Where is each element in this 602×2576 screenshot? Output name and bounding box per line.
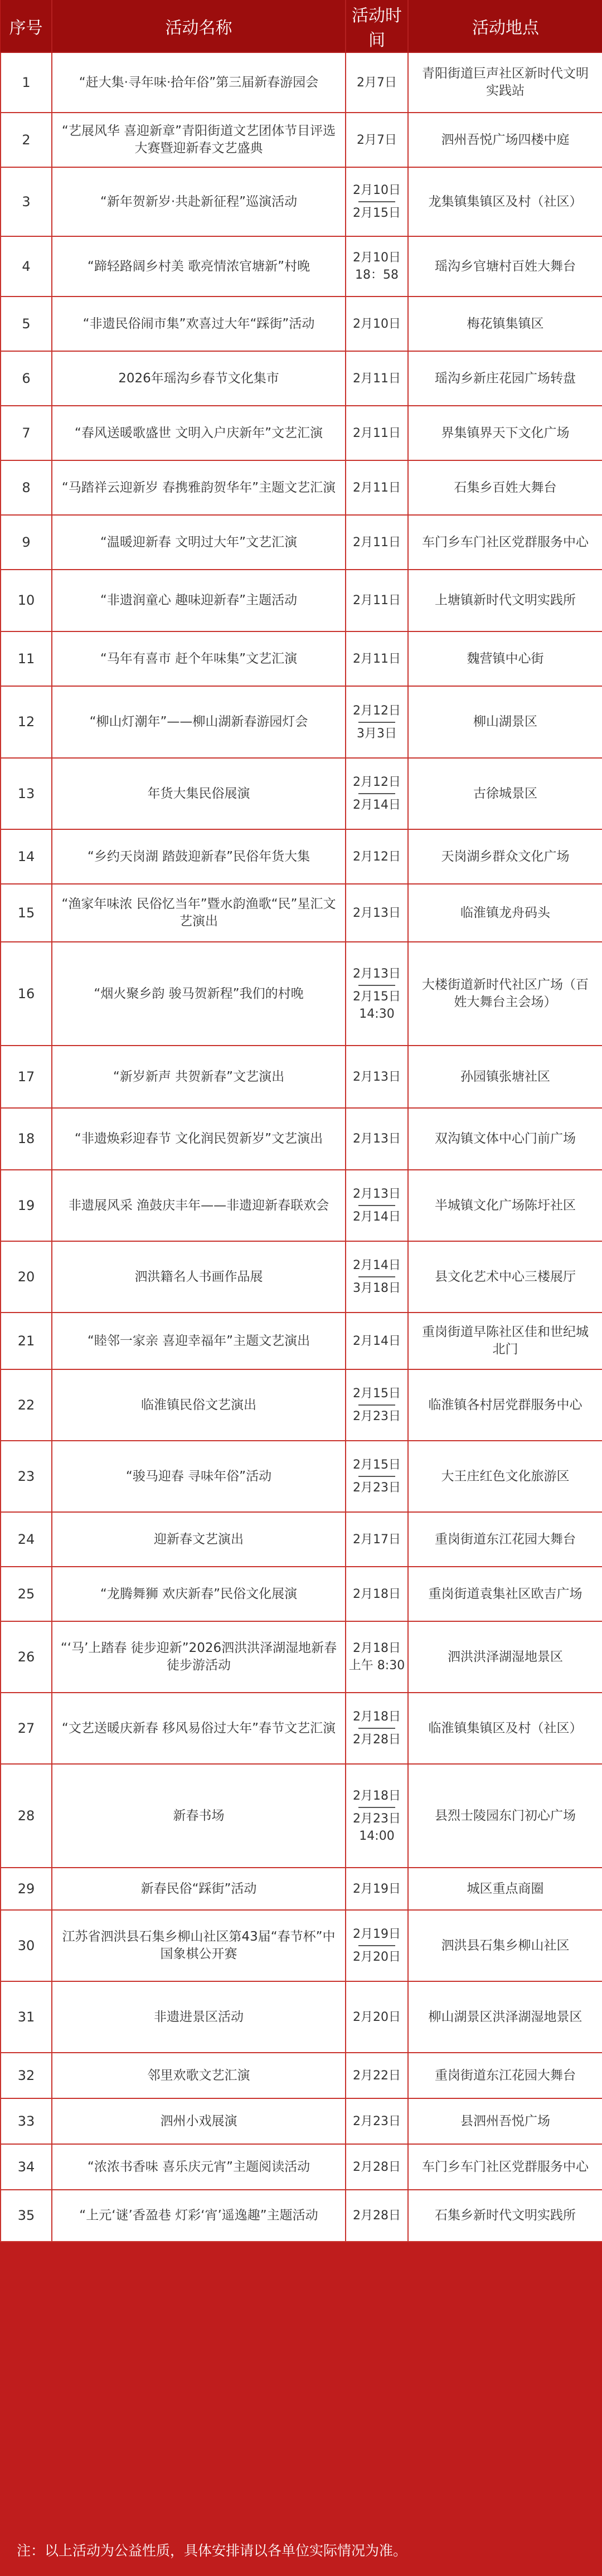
range-dash (358, 722, 395, 723)
time-start: 2月11日 (353, 652, 401, 666)
activity-name: “马年有喜市 赶个年味集”文艺汇演 (52, 631, 346, 686)
activity-name: “睦邻一家亲 喜迎幸福年”主题文艺演出 (52, 1313, 346, 1369)
row-number: 1 (1, 52, 52, 113)
activity-time (346, 2053, 408, 2098)
row-number: 10 (1, 570, 52, 631)
table-row (1, 570, 602, 631)
header-place: 活动地点 (408, 0, 602, 52)
activity-place: 重岗街道东江花园大舞台 (408, 2053, 602, 2098)
activity-place: 重岗街道东江花园大舞台 (408, 1512, 602, 1567)
activity-time (346, 297, 408, 351)
time-start: 2月20日 (353, 2010, 401, 2024)
header-time: 活动时间 (346, 0, 408, 52)
time-start: 2月12日 (353, 703, 401, 718)
table-row (1, 686, 602, 758)
row-number: 6 (1, 351, 52, 406)
table-row (1, 942, 602, 1046)
row-number: 31 (1, 1981, 52, 2053)
activity-name: “乡约天岗湖 踏鼓迎新春”民俗年货大集 (52, 829, 346, 884)
table-row (1, 1621, 602, 1693)
range-dash (358, 1205, 395, 1206)
row-number: 19 (1, 1170, 52, 1241)
activity-time (346, 515, 408, 570)
row-number: 25 (1, 1567, 52, 1621)
activity-place: 瑶沟乡官塘村百姓大舞台 (408, 236, 602, 297)
time-end: 2月15日 14:30 (353, 989, 401, 1021)
table-row (1, 1046, 602, 1108)
activity-place: 泗洪县石集乡柳山社区 (408, 1910, 602, 1981)
row-number: 15 (1, 884, 52, 942)
activity-name: 非遗展风采 渔鼓庆丰年——非遗迎新春联欢会 (52, 1170, 346, 1241)
activity-name: 新春民俗“踩街”活动 (52, 1868, 346, 1910)
activity-time (346, 1241, 408, 1313)
activity-time (346, 1512, 408, 1567)
row-number: 29 (1, 1868, 52, 1910)
table-row (1, 406, 602, 460)
table-row (1, 1441, 602, 1512)
table-row (1, 52, 602, 113)
time-start: 2月19日 (353, 1882, 401, 1896)
table-row (1, 113, 602, 167)
activity-name: “温暖迎新春 文明过大年”文艺汇演 (52, 515, 346, 570)
table-row (1, 1241, 602, 1313)
activity-place: 柳山湖景区 (408, 686, 602, 758)
activity-place: 县文化艺术中心三楼展厅 (408, 1241, 602, 1313)
activity-time (346, 2098, 408, 2144)
activity-time (346, 236, 408, 297)
time-start: 2月7日 (357, 75, 397, 90)
activity-place: 泗州吾悦广场四楼中庭 (408, 113, 602, 167)
activity-name: “春风送暖歌盛世 文明入户庆新年”文艺汇演 (52, 406, 346, 460)
activity-time (346, 1108, 408, 1170)
time-start: 2月10日 18：58 (353, 251, 401, 282)
activity-time (346, 1441, 408, 1512)
activity-name: 非遗进景区活动 (52, 1981, 346, 2053)
activity-place: 界集镇界天下文化广场 (408, 406, 602, 460)
activity-name: 泗洪籍名人书画作品展 (52, 1241, 346, 1313)
activity-name: 2026年瑶沟乡春节文化集市 (52, 351, 346, 406)
activity-time (346, 2144, 408, 2190)
table-row (1, 351, 602, 406)
table-row (1, 758, 602, 829)
time-start: 2月28日 (353, 2160, 401, 2174)
activity-name: 迎新春文艺演出 (52, 1512, 346, 1567)
activity-place: 重岗街道早陈社区佳和世纪城北门 (408, 1313, 602, 1369)
activity-name: “‘马’上踏春 徒步迎新”2026泗洪洪泽湖湿地新春徒步游活动 (52, 1621, 346, 1693)
time-end: 2月14日 (353, 798, 401, 812)
table-row (1, 1868, 602, 1910)
activity-name: “浓浓书香味 喜乐庆元宵”主题阅读活动 (52, 2144, 346, 2190)
time-start: 2月17日 (353, 1532, 401, 1547)
activity-time (346, 167, 408, 236)
activity-name: “非遗民俗闹市集”欢喜过大年“踩街”活动 (52, 297, 346, 351)
table-row (1, 1170, 602, 1241)
time-start: 2月13日 (353, 966, 401, 981)
time-start: 2月22日 (353, 2068, 401, 2083)
row-number: 22 (1, 1369, 52, 1441)
activity-time (346, 113, 408, 167)
row-number: 30 (1, 1910, 52, 1981)
activity-time (346, 1981, 408, 2053)
table-row (1, 460, 602, 515)
activity-name: “新岁新声 共贺新春”文艺演出 (52, 1046, 346, 1108)
activity-place: 泗洪洪泽湖湿地景区 (408, 1621, 602, 1693)
activity-time (346, 1621, 408, 1693)
table-body (1, 52, 602, 2242)
activity-time (346, 1764, 408, 1868)
row-number: 7 (1, 406, 52, 460)
activity-time (346, 884, 408, 942)
activity-time (346, 1567, 408, 1621)
range-dash (358, 1807, 395, 1808)
row-number: 4 (1, 236, 52, 297)
time-start: 2月10日 (353, 183, 401, 197)
activity-place: 青阳街道巨声社区新时代文明实践站 (408, 52, 602, 113)
activity-place: 石集乡百姓大舞台 (408, 460, 602, 515)
time-start: 2月19日 (353, 1927, 401, 1941)
activity-time (346, 758, 408, 829)
time-end: 2月23日 (353, 1409, 401, 1423)
activity-place: 孙园镇张塘社区 (408, 1046, 602, 1108)
activity-time (346, 1868, 408, 1910)
table-row (1, 1981, 602, 2053)
row-number: 18 (1, 1108, 52, 1170)
activity-name: “非遗润童心 趣味迎新春”主题活动 (52, 570, 346, 631)
activity-place: 临淮镇龙舟码头 (408, 884, 602, 942)
time-start: 2月11日 (353, 535, 401, 550)
table-row (1, 1369, 602, 1441)
activity-place: 双沟镇文体中心门前广场 (408, 1108, 602, 1170)
activity-time (346, 1170, 408, 1241)
activity-place: 古徐城景区 (408, 758, 602, 829)
row-number: 23 (1, 1441, 52, 1512)
table-row (1, 829, 602, 884)
range-dash (358, 1476, 395, 1477)
activity-name: 泗州小戏展演 (52, 2098, 346, 2144)
table-row (1, 297, 602, 351)
activity-place: 大王庄红色文化旅游区 (408, 1441, 602, 1512)
activity-name: “蹄轻路阔乡村美 歌亮情浓官塘新”村晚 (52, 236, 346, 297)
range-dash (358, 201, 395, 202)
row-number: 16 (1, 942, 52, 1046)
table-row (1, 1512, 602, 1567)
activity-name: 新春书场 (52, 1764, 346, 1868)
time-end: 2月28日 (353, 1733, 401, 1747)
row-number: 27 (1, 1693, 52, 1764)
time-start: 2月14日 (353, 1334, 401, 1348)
time-end: 2月23日 14:00 (353, 1811, 401, 1843)
activity-place: 龙集镇集镇区及村（社区） (408, 167, 602, 236)
activity-time (346, 460, 408, 515)
row-number: 35 (1, 2190, 52, 2242)
time-start: 2月18日 (353, 1587, 401, 1601)
table-header (1, 0, 602, 52)
row-number: 24 (1, 1512, 52, 1567)
table-row (1, 515, 602, 570)
activity-time (346, 1693, 408, 1764)
footer-note: 注：以上活动为公益性质，具体安排请以各单位实际情况为准。 (17, 2543, 407, 2559)
activity-time (346, 631, 408, 686)
row-number: 17 (1, 1046, 52, 1108)
activity-place: 石集乡新时代文明实践所 (408, 2190, 602, 2242)
activity-name: “柳山灯潮年”——柳山湖新春游园灯会 (52, 686, 346, 758)
table-row (1, 1313, 602, 1369)
table-row (1, 1910, 602, 1981)
time-start: 2月23日 (353, 2114, 401, 2128)
time-start: 2月12日 (353, 849, 401, 864)
time-end: 2月15日 (353, 206, 401, 220)
table-row (1, 2190, 602, 2242)
activity-time (346, 52, 408, 113)
range-dash (358, 1276, 395, 1277)
time-start: 2月18日 上午 8:30 (348, 1641, 405, 1673)
activity-time (346, 2190, 408, 2242)
row-number: 28 (1, 1764, 52, 1868)
table-row (1, 1108, 602, 1170)
activity-place: 车门乡车门社区党群服务中心 (408, 515, 602, 570)
activity-place: 半城镇文化广场陈圩社区 (408, 1170, 602, 1241)
activity-time (346, 406, 408, 460)
row-number: 13 (1, 758, 52, 829)
activity-place: 柳山湖景区洪泽湖湿地景区 (408, 1981, 602, 2053)
activity-place: 城区重点商圈 (408, 1868, 602, 1910)
row-number: 3 (1, 167, 52, 236)
row-number: 26 (1, 1621, 52, 1693)
table-row (1, 236, 602, 297)
range-dash (358, 1404, 395, 1406)
time-start: 2月15日 (353, 1387, 401, 1401)
table-row (1, 884, 602, 942)
time-end: 3月18日 (353, 1281, 401, 1295)
table-row (1, 631, 602, 686)
activity-time (346, 829, 408, 884)
time-start: 2月13日 (353, 1187, 401, 1201)
row-number: 32 (1, 2053, 52, 2098)
table-row (1, 2053, 602, 2098)
row-number: 8 (1, 460, 52, 515)
activity-name: “非遗焕彩迎春节 文化润民贺新岁”文艺演出 (52, 1108, 346, 1170)
activity-place: 县烈士陵园东门初心广场 (408, 1764, 602, 1868)
activity-place: 县泗州吾悦广场 (408, 2098, 602, 2144)
activity-time (346, 1910, 408, 1981)
time-start: 2月11日 (353, 480, 401, 495)
row-number: 2 (1, 113, 52, 167)
activity-name: “艺展风华 喜迎新章”青阳街道文艺团体节目评选大赛暨迎新春文艺盛典 (52, 113, 346, 167)
time-start: 2月13日 (353, 906, 401, 920)
time-start: 2月14日 (353, 1258, 401, 1272)
activity-place: 车门乡车门社区党群服务中心 (408, 2144, 602, 2190)
activity-time (346, 570, 408, 631)
table-row (1, 2144, 602, 2190)
time-start: 2月11日 (353, 594, 401, 607)
activity-time (346, 1046, 408, 1108)
time-start: 2月18日 (353, 1710, 401, 1724)
activity-place: 天岗湖乡群众文化广场 (408, 829, 602, 884)
activity-place: 瑶沟乡新庄花园广场转盘 (408, 351, 602, 406)
activity-place: 重岗街道袁集社区欧吉广场 (408, 1567, 602, 1621)
activity-name: “文艺送暖庆新春 移风易俗过大年”春节文艺汇演 (52, 1693, 346, 1764)
row-number: 5 (1, 297, 52, 351)
range-dash (358, 793, 395, 794)
row-number: 20 (1, 1241, 52, 1313)
time-start: 2月11日 (353, 426, 401, 440)
table-row (1, 1693, 602, 1764)
activity-place: 魏营镇中心街 (408, 631, 602, 686)
activity-name: “赶大集·寻年味·拾年俗”第三届新春游园会 (52, 52, 346, 113)
activity-name: “骏马迎春 寻味年俗”活动 (52, 1441, 346, 1512)
table-row (1, 167, 602, 236)
time-start: 2月18日 (353, 1788, 401, 1803)
range-dash (358, 1945, 395, 1946)
time-start: 2月10日 (353, 317, 401, 331)
row-number: 34 (1, 2144, 52, 2190)
time-end: 2月23日 (353, 1481, 401, 1495)
activity-place: 梅花镇集镇区 (408, 297, 602, 351)
time-end: 2月20日 (353, 1950, 401, 1964)
range-dash (358, 985, 395, 986)
time-start: 2月11日 (353, 371, 401, 386)
header-no: 序号 (1, 0, 52, 52)
activity-name: “龙腾舞狮 欢庆新春”民俗文化展演 (52, 1567, 346, 1621)
row-number: 12 (1, 686, 52, 758)
time-start: 2月15日 (353, 1458, 401, 1472)
activity-name: “烟火聚乡韵 骏马贺新程”我们的村晚 (52, 942, 346, 1046)
table-row (1, 1764, 602, 1868)
row-number: 33 (1, 2098, 52, 2144)
time-start: 2月12日 (353, 775, 401, 789)
activity-name: “新年贺新岁·共赴新征程”巡演活动 (52, 167, 346, 236)
activity-place: 临淮镇各村居党群服务中心 (408, 1369, 602, 1441)
activity-place: 临淮镇集镇区及村（社区） (408, 1693, 602, 1764)
range-dash (358, 1728, 395, 1729)
activity-time (346, 1369, 408, 1441)
activity-name: “马踏祥云迎新岁 春携雅韵贺华年”主题文艺汇演 (52, 460, 346, 515)
time-start: 2月28日 (353, 2209, 401, 2223)
time-start: 2月7日 (357, 133, 397, 147)
activity-place: 大楼街道新时代社区广场（百姓大舞台主会场） (408, 942, 602, 1046)
time-start: 2月13日 (353, 1070, 401, 1084)
activity-time (346, 686, 408, 758)
activity-name: 江苏省泗洪县石集乡柳山社区第43届“春节杯”中国象棋公开赛 (52, 1910, 346, 1981)
row-number: 9 (1, 515, 52, 570)
activity-place: 上塘镇新时代文明实践所 (408, 570, 602, 631)
activity-time (346, 351, 408, 406)
activity-name: 邻里欢歌文艺汇演 (52, 2053, 346, 2098)
activity-name: “渔家年味浓 民俗忆当年”暨水韵渔歌“民”星汇文艺演出 (52, 884, 346, 942)
row-number: 11 (1, 631, 52, 686)
table-row (1, 1567, 602, 1621)
row-number: 21 (1, 1313, 52, 1369)
table-row (1, 2098, 602, 2144)
header-name: 活动名称 (52, 0, 346, 52)
row-number: 14 (1, 829, 52, 884)
activity-name: “上元‘谜’香盈巷 灯彩‘宵’遥逸趣”主题活动 (52, 2190, 346, 2242)
activity-name: 临淮镇民俗文艺演出 (52, 1369, 346, 1441)
time-start: 2月13日 (353, 1132, 401, 1146)
time-end: 2月14日 (353, 1210, 401, 1224)
activity-time (346, 942, 408, 1046)
activity-name: 年货大集民俗展演 (52, 758, 346, 829)
activity-time (346, 1313, 408, 1369)
time-end: 3月3日 (357, 726, 397, 741)
